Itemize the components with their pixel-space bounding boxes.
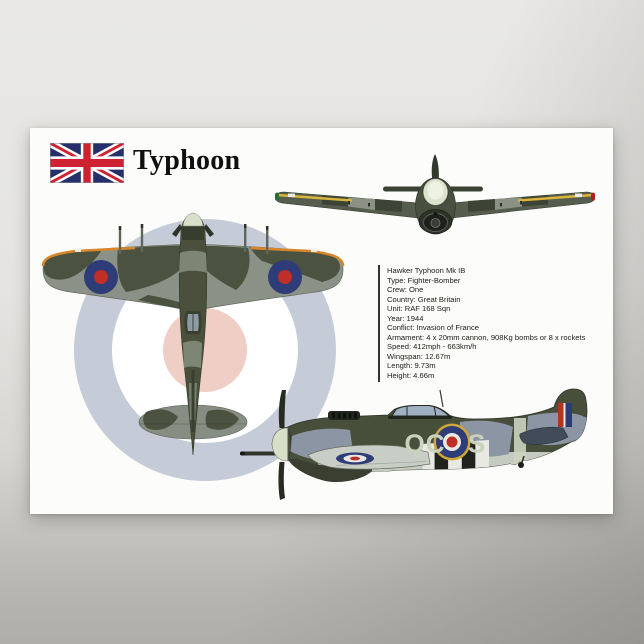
spec-line-speed: Speed: 412mph - 663km/h (387, 342, 477, 352)
propeller-blade (432, 154, 439, 181)
spec-line-conflict: Conflict: Invasion of France (387, 323, 480, 333)
spec-line-armament: Armament: 4 x 20mm cannon, 908Kg bombs or 8 x rockets (387, 332, 586, 342)
spec-line-unit: Unit: RAF 168 Sqn (387, 304, 451, 314)
aircraft-poster (30, 128, 613, 514)
wing-roundel-left (84, 260, 118, 294)
spec-line-crew: Crew: One (387, 285, 424, 295)
spec-line-length: Length: 9.73m (387, 361, 436, 371)
union-jack-flag-icon (50, 143, 124, 183)
spec-line-name: Hawker Typhoon Mk IB (387, 266, 466, 275)
wing-roundel-right (268, 260, 302, 294)
canopy-side-view (388, 406, 452, 419)
aircraft-letter-text: S (467, 428, 487, 459)
spec-line-year: Year: 1944 (387, 313, 424, 323)
spinner-top-view (183, 213, 203, 226)
poster-title: Typhoon (133, 145, 241, 176)
spec-line-wingspan: Wingspan: 12.67m (387, 351, 451, 361)
front-view-aircraft (275, 154, 595, 234)
spec-line-height: Height: 4.66m (387, 371, 435, 381)
exhaust-stubs (328, 411, 360, 420)
spec-line-country: Country: Great Britain (387, 294, 461, 304)
underwing-roundel (336, 453, 374, 465)
fin-flash (558, 403, 572, 427)
wingtip-light-red (591, 193, 595, 201)
spec-panel (378, 265, 612, 382)
chin-radiator (419, 210, 452, 234)
spec-line-type: Type: Fighter-Bomber (387, 275, 461, 285)
wingtip-light-green (275, 193, 279, 201)
antenna-mast (440, 390, 443, 407)
squadron-code-text: QC (404, 428, 446, 459)
